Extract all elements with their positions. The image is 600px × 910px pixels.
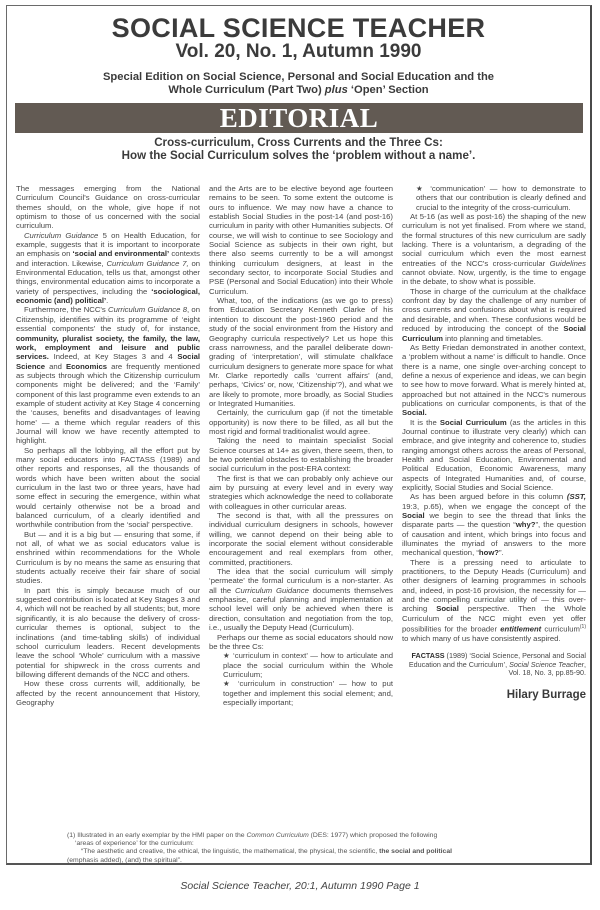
paragraph: It is the Social Curriculum (as the articles in this Journal continue to illustrate very clearly) which can embrace, and give integrity and coherence to, studies ranging amongst others across the areas of Personal, Health and Social Education, Environmental and Political Education, Economic Awareness, many aspects of Integrated Humanities and, of course, explicitly, Social Studies and Social Science. <box>402 417 586 492</box>
paragraph: The second is that, with all the pressures on individual curriculum designers in schools, however willing, we cannot depend on their being able to incorporate the social element without considerable encouragement and real exemplars from other, committed, practitioners. <box>209 511 393 567</box>
article-body <box>16 184 586 824</box>
paragraph: Furthermore, the NCC's Curriculum Guidance 8, on Citizenship, identifies within its programme of ‘eight essential components’ the study of, for instance, community, pluralist society, the family, the law, work, employment and leisure and public services. Indeed, at Key Stages 3 and 4 Social Science and Economics are frequently mentioned as subjects through which the Citizenship curriculum components might be delivered; and the ‘Family’ component of this last programme even extends to an example of student activity at Key Stage 4 concerning the ‘causes, benefits and disadvantages of leaving home’ — a theme which regular readers of this Journal will know we have recently attempted to highlight. <box>16 305 200 446</box>
column-2 <box>209 184 393 824</box>
article-headline: Cross-curriculum, Cross Currents and the Three Cs: How the Social Curriculum solves the ‘problem without a name’. <box>121 136 476 162</box>
paragraph: So perhaps all the lobbying, all the effort put by many social educators into FACTASS (1989) and other reports and responses, all the thousands of words which have been written about the social curriculum in the last two or three years, have had some effect in securing the emergence, within what would certainly otherwise not be a broad and balanced curriculum, of a clearly identified and worthwhile contribution from the ‘social’ perspective. <box>16 445 200 530</box>
paragraph: In part this is simply because much of our suggested contribution is located at Key Stages 3 and 4, which will not be reached by all students; but, more significantly, it is alo because the delivery of cross-curricular themes is optional, subject to the inclinations (and time-tabling skills) of individual school curriculum leaders. Recent developments leave the school ‘Whole’ curriculum with a massive potential for shipwreck in the cross currents and billowing different demands of the NCC and others. <box>16 585 200 679</box>
paragraph: The first is that we can probably only achieve our aim by pursuing at every level and in every way strategies which acknowledge the need to collaborate with colleagues in other curricular areas. <box>209 473 393 511</box>
three-cs-item: ★ ‘curriculum in context’ — how to articulate and place the social curriculum within the Whole Curriculum; <box>223 651 393 679</box>
paragraph: But — and it is a big but — ensuring that some, if not all, of what we as social educators value is enshrined within recommendations for the Whole Curriculum is by no means the same as ensuring that students actually receive their fair share of social studies. <box>16 529 200 586</box>
author-byline: Hilary Burrage <box>506 688 586 701</box>
paragraph: Curriculum Guidance 5 on Health Education, for example, suggests that it is important to incorporate an emphasis on ‘social and environmental’ contexts and interaction. Likewise, Curriculum Guidance 7, on Environmental Education, tells us that, amongst other things, environmental education aims to incorporate a variety of perspectives, including the ‘sociological, economic (and) political’. <box>16 230 200 306</box>
journal-title: SOCIAL SCIENCE TEACHER <box>111 13 486 43</box>
paragraph: Perhaps our theme as social educators should now be the three Cs: <box>209 632 393 651</box>
editorial-banner: EDITORIAL <box>15 103 583 133</box>
paragraph: The messages emerging from the National Curriculum Council's Guidance on cross-curricular themes should, on the whole, give hope if not optimism to those of us concerned with the social curriculum. <box>16 184 200 231</box>
paragraph: How these cross currents will, additionally, be affected by the recent announcement that History, Geography <box>16 679 200 707</box>
paragraph: Those in charge of the curriculum at the chalkface confront day by day the challenge of any number of cross currents and confusions about what is required and desirable, and when. These confusions would be reduced by introducing the concept of the Social Curriculum into planning and timetables. <box>402 286 586 343</box>
column-1 <box>16 184 200 824</box>
paragraph: Certainly, the curriculum gap (if not the timetable opportunity) is now there to be filled, as all but the most rigid and formal traditionalist would agree. <box>209 408 393 436</box>
three-cs-item: ★ ‘communication’ — how to demonstrate to others that our contribution is clearly defined and crucial to the integrity of the cross-curriculum. <box>416 184 586 212</box>
paragraph: The idea that the social curriculum will simply ‘permeate’ the formal curriculum is a non-starter. As all the Curriculum Guidance documents themselves emphasise, careful planning and implementation at school level will only be achieved when there is direction, consultation and negotiation from the top, i.e., usually the Deputy Head (Curriculum). <box>209 567 393 633</box>
paragraph: There is a pressing need to articulate to practitioners, to the Deputy Heads (Curriculum) and other designers of learning programmes in schools and, indeed, in post-16 provision, the necessity for — and the compelling curricular utility of — this over-arching Social perspective. Then the Whole Curriculum of the NCC might even yet offer possibilities for the broader entitlement curriculum$^{(1)}$ to which many of us have consistently aspired. <box>402 557 586 644</box>
paragraph: As Betty Friedan demonstrated in another context, a ‘problem without a name’ is difficult to handle. Once there is a name, one single over-arching concept to define a nexus of experience and ideas, we can begin to see how to move forward. What is merely hinted at, approached but not attained in the NCC's numerous publications on curricular components, is that of the Social. <box>402 342 586 418</box>
paragraph: and the Arts are to be elective beyond age fourteen remains to be seen. To some extent the outcome is ours to influence. We may now have a chance to establish Social Studies in the post-14 (and post-16) curriculum in parity with other Humanities subjects. Of course, we will wish to continue to see Sociology and Social Science as subjects in their own right, but there also seems currently to be a will amongst thinking curriculum designers, at least in the secondary sector, to incorporate Social Studies and PSE (Personal and Social Education) into their Whole Curriculum. <box>209 184 393 296</box>
masthead <box>7 14 590 97</box>
page-footer: Social Science Teacher, 20:1, Autumn 1990 Page 1 <box>180 880 420 892</box>
column-3 <box>402 184 586 824</box>
page-frame <box>6 5 592 865</box>
paragraph: What, too, of the indications (as we go to press) from Education Secretary Kenneth Clarke of his intention to discount the post-1960 period and the study of the social environment from the History and Geography curricula respectively? Let us hope this crass narrowness, and the parallel deliberate down-grading of ‘interpretation’, will stimulate chalkface curriculum designers to generate more space for what Mr. Clarke reportedly calls ‘current affairs’ (and, perhaps, ‘Civics’ or, now, ‘Citizenship’?), and what we are likely to promote, more broadly, as Social Studies or Integrated Humanities. <box>209 296 393 408</box>
footnote: (1) Illustrated in an early exemplar by the HMI paper on the Common Curriculum (DES: 1977) which proposed the following ‘areas of experience’ for the curriculum: “The aesthetic and creative, the ethical, the linguistic, the mathematical, the physical, the scientific, the social and political (emphasis added), (and) the spiritual”. <box>67 832 452 864</box>
paragraph: As has been argued before in this column (SST, 19:3, p.65), when we engage the concept of the Social we begin to see the thread that links the disparate parts — the question “why?”, the question of causation and intent, which brings into focus and illuminates the myriad of answers to the more mechanical question, “how?”. <box>402 492 586 558</box>
paragraph: Taking the need to maintain specialist Social Science courses at 14+ as given, there seem, then, to be two potential obstacles to establishing the broader social curriculum in the post-ERA context: <box>209 436 393 474</box>
reference: FACTASS (1989) ‘Social Science, Personal and Social Education and the Curriculum’, Social Science Teacher, Vol. 18, No. 3, pp.85-90. <box>408 651 586 678</box>
issue-info: Vol. 20, No. 1, Autumn 1990 <box>175 41 422 62</box>
three-cs-item: ★ ‘curriculum in construction’ — how to put together and implement this social element; and, especially important; <box>223 679 393 707</box>
paragraph: At 5-16 (as well as post-16) the shaping of the new curriculum is not yet finalised. From where we stand, the formal structures of this new curriculum are sadly lacking. There is a voluntarism, a degrading of the social curriculum which even the most earnest entreaties of the NCC's cross-curricular Guidelines cannot obviate. Now, urgently, is the time to engage in the debate, to show what is possible. <box>402 212 586 287</box>
special-edition-note: Special Edition on Social Science, Personal and Social Education and the Whole Curriculum (Part Two) plus ‘Open’ Section <box>102 71 495 96</box>
